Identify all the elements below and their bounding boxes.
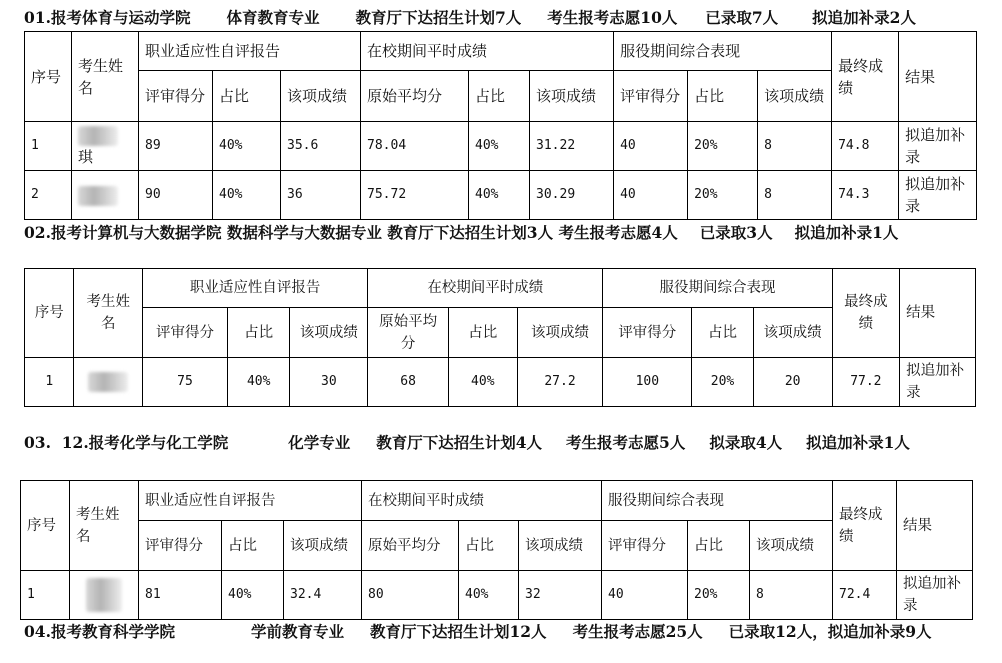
header-school-scores: 在校期间平时成绩 [362,481,602,521]
subheader: 评审得分 [139,71,213,122]
score-cell: 40% [227,358,290,407]
header-name: 考生姓名 [70,481,139,571]
header-school-scores: 在校期间平时成绩 [368,269,603,308]
header-self-report: 职业适应性自评报告 [143,269,368,308]
header-result: 结果 [900,269,976,358]
score-cell: 75.72 [361,171,469,220]
score-cell: 100 [603,358,692,407]
redacted-name [88,372,128,392]
final-score-cell: 77.2 [832,358,900,407]
header-final-score: 最终成绩 [832,269,900,358]
subheader: 该项成绩 [753,308,832,358]
header-service-performance: 服役期间综合表现 [614,32,832,71]
final-score-cell: 74.3 [832,171,899,220]
applicant-count: 考生报考志愿4人 [558,223,678,242]
subheader: 该项成绩 [750,521,833,571]
score-cell: 40% [213,122,281,171]
subheader: 评审得分 [602,521,688,571]
score-cell: 32 [519,571,602,620]
header-name: 考生姓名 [74,269,143,358]
subheader: 该项成绩 [281,71,361,122]
header-final-score: 最终成绩 [832,32,899,122]
header-name: 考生姓名 [72,32,139,122]
table-row [25,358,976,407]
applicant-count: 考生报考志愿10人 [547,8,678,27]
header-school-scores: 在校期间平时成绩 [361,32,614,71]
score-cell: 20% [688,171,758,220]
result-cell: 拟追加补录 [899,122,977,171]
score-table-01 [24,31,977,220]
score-cell: 89 [139,122,213,171]
score-cell: 40% [213,171,281,220]
score-cell: 20 [753,358,832,407]
score-cell: 20% [688,122,758,171]
supplementary-count: 拟追加补录1人 [794,223,899,242]
score-cell: 8 [758,171,832,220]
score-cell: 40% [469,122,530,171]
header-seq: 序号 [21,481,70,571]
admitted-count: 已录取3人 [699,223,773,242]
section-heading-04 [24,621,984,643]
score-cell: 27.2 [517,358,603,407]
table-row [25,122,977,171]
subheader: 占比 [448,308,517,358]
subheader: 原始平均分 [361,71,469,122]
name-cell [72,122,139,171]
subheader: 该项成绩 [517,308,603,358]
subheader: 评审得分 [139,521,222,571]
redacted-name [86,578,122,612]
score-cell: 35.6 [281,122,361,171]
score-cell: 40 [602,571,688,620]
subheader: 评审得分 [614,71,688,122]
major-name: 数据科学与大数据专业 [226,223,382,242]
header-service-performance: 服役期间综合表现 [603,269,832,308]
score-cell: 75 [143,358,228,407]
enrollment-plan: 教育厅下达招生计划12人 [369,622,547,641]
subheader: 原始平均分 [368,308,449,358]
supplementary-count: 拟追加补录2人 [812,8,916,27]
result-cell: 拟追加补录 [897,571,973,620]
subheader: 占比 [459,521,519,571]
college-name: 04.报考教育科学学院 [24,622,175,641]
header-service-performance: 服役期间综合表现 [602,481,833,521]
section-heading-01 [24,6,916,30]
name-tail: 琪 [78,148,94,166]
final-score-cell: 74.8 [832,122,899,171]
college-name: 01.报考体育与运动学院 [24,8,191,27]
subheader: 该项成绩 [284,521,362,571]
section-heading-02 [24,222,984,244]
admitted-and-supplementary: 已录取12人，拟追加补录9人 [728,622,932,641]
score-cell: 40 [614,122,688,171]
major-name: 学前教育专业 [250,622,344,641]
score-cell: 30.29 [530,171,614,220]
subheader: 占比 [213,71,281,122]
table-row [25,171,977,220]
score-cell: 40 [614,171,688,220]
enrollment-plan: 教育厅下达招生计划3人 [387,223,554,242]
seq-cell: 1 [25,358,74,407]
header-result: 结果 [897,481,973,571]
applicant-count: 考生报考志愿25人 [572,622,703,641]
score-cell: 68 [368,358,449,407]
subheader: 该项成绩 [758,71,832,122]
header-seq: 序号 [25,269,74,358]
table-row [21,571,973,620]
score-cell: 40% [469,171,530,220]
applicant-count: 考生报考志愿5人 [566,433,686,452]
score-cell: 8 [758,122,832,171]
section-heading-03 [24,432,984,454]
score-cell: 78.04 [361,122,469,171]
score-cell: 31.22 [530,122,614,171]
score-cell: 80 [362,571,459,620]
name-cell [70,571,139,620]
subheader: 占比 [222,521,284,571]
subheader: 占比 [692,308,754,358]
college-name: 02.报考计算机与大数据学院 [24,223,222,242]
seq-cell: 1 [21,571,70,620]
score-cell: 32.4 [284,571,362,620]
header-self-report: 职业适应性自评报告 [139,32,361,71]
score-cell: 40% [222,571,284,620]
seq-cell: 2 [25,171,72,220]
college-name: 03. 12.报考化学与化工学院 [24,433,229,452]
score-cell: 20% [688,571,750,620]
subheader: 占比 [688,71,758,122]
subheader: 该项成绩 [519,521,602,571]
admitted-count: 已录取7人 [705,8,779,27]
header-self-report: 职业适应性自评报告 [139,481,362,521]
score-cell: 8 [750,571,833,620]
redacted-name [78,186,118,206]
supplementary-count: 拟追加补录1人 [806,433,910,452]
major-name: 化学专业 [288,433,351,452]
subheader: 评审得分 [143,308,228,358]
score-cell: 81 [139,571,222,620]
result-cell: 拟追加补录 [900,358,976,407]
redacted-name [78,126,118,146]
subheader: 该项成绩 [530,71,614,122]
final-score-cell: 72.4 [833,571,897,620]
name-cell [72,171,139,220]
result-cell: 拟追加补录 [899,171,977,220]
subheader: 占比 [469,71,530,122]
subheader: 原始平均分 [362,521,459,571]
header-final-score: 最终成绩 [833,481,897,571]
subheader: 评审得分 [603,308,692,358]
score-table-02 [24,268,976,407]
header-seq: 序号 [25,32,72,122]
major-name: 体育教育专业 [226,8,320,27]
name-cell [74,358,143,407]
score-cell: 36 [281,171,361,220]
admitted-count: 拟录取4人 [709,433,783,452]
enrollment-plan: 教育厅下达招生计划7人 [355,8,522,27]
subheader: 占比 [227,308,290,358]
score-cell: 90 [139,171,213,220]
header-result: 结果 [899,32,977,122]
score-cell: 20% [692,358,754,407]
enrollment-plan: 教育厅下达招生计划4人 [376,433,543,452]
score-cell: 30 [290,358,368,407]
subheader: 该项成绩 [290,308,368,358]
score-cell: 40% [459,571,519,620]
seq-cell: 1 [25,122,72,171]
subheader: 占比 [688,521,750,571]
score-cell: 40% [448,358,517,407]
score-table-03 [20,480,973,620]
